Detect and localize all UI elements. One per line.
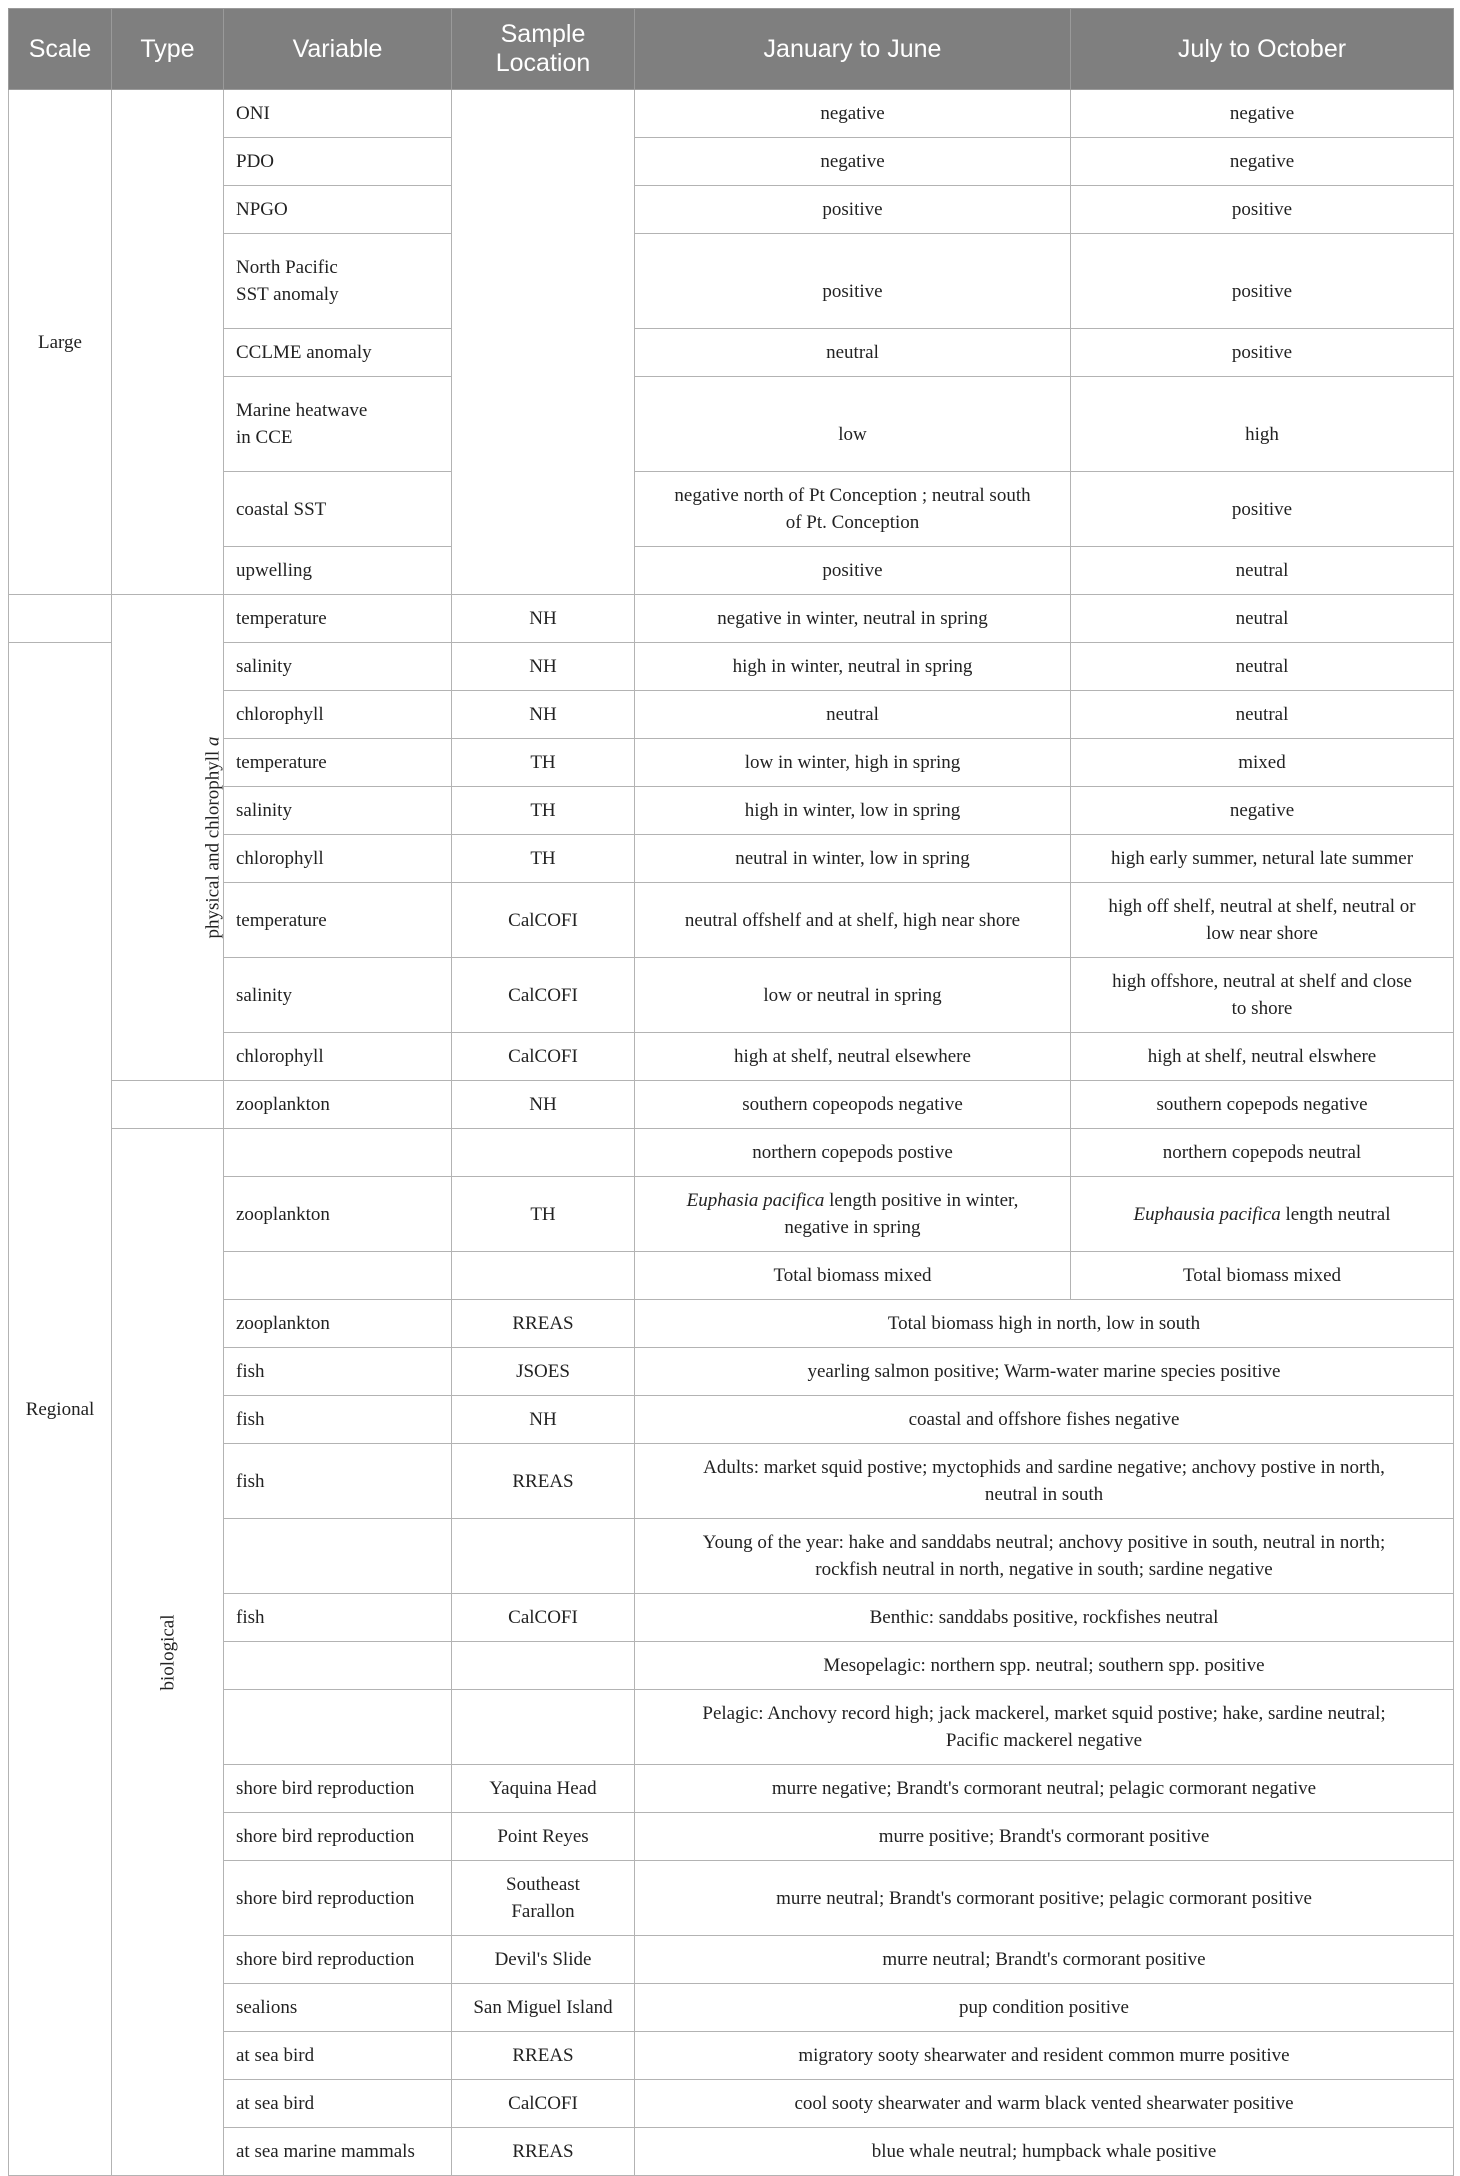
jul-oct-cell: high early summer, netural late summer xyxy=(1071,835,1454,883)
type-biological-label: biological xyxy=(156,1614,178,1690)
table-row xyxy=(9,1765,1454,1813)
jan-jun-cell: northern copepods postive xyxy=(635,1129,1071,1177)
table-row xyxy=(9,1690,1454,1765)
jan-jun-cell: high in winter, neutral in spring xyxy=(635,643,1071,691)
location-cell: RREAS xyxy=(452,2032,635,2080)
jan-jun-cell: neutral offshelf and at shelf, high near shore xyxy=(635,883,1071,958)
header-type: Type xyxy=(112,9,224,90)
combined-period-cell: pup condition positive xyxy=(635,1984,1454,2032)
location-cell: Point Reyes xyxy=(452,1813,635,1861)
location-cell xyxy=(452,1129,635,1177)
header-january-to-june: January to June xyxy=(635,9,1071,90)
type-physical-chlorophyll xyxy=(112,595,224,1081)
jul-oct-cell: positive xyxy=(1071,329,1454,377)
combined-line-1: Young of the year: hake and sanddabs neutral; anchovy positive in south, neutral in north; xyxy=(702,1532,1386,1553)
table-row xyxy=(9,1348,1454,1396)
jan-jun-line-1: negative north of Pt Conception ; neutral south xyxy=(674,485,1031,506)
table-row xyxy=(9,958,1454,1033)
jul-oct-cell: southern copepods negative xyxy=(1071,1081,1454,1129)
jul-oct-cell: negative xyxy=(1071,787,1454,835)
location-cell xyxy=(452,1642,635,1690)
combined-period-cell: murre negative; Brandt's cormorant neutral; pelagic cormorant negative xyxy=(635,1765,1454,1813)
combined-period-cell: cool sooty shearwater and warm black vented shearwater positive xyxy=(635,2080,1454,2128)
location-cell: Devil's Slide xyxy=(452,1936,635,1984)
table-row xyxy=(9,329,1454,377)
jul-oct-text: length neutral xyxy=(1280,1203,1391,1225)
table-row xyxy=(9,2128,1454,2176)
location-cell: RREAS xyxy=(452,1444,635,1519)
jan-jun-cell: neutral xyxy=(635,329,1071,377)
location-cell: RREAS xyxy=(452,1300,635,1348)
variable-cell: zooplankton xyxy=(224,1300,452,1348)
jan-jun-cell: negative in winter, neutral in spring xyxy=(635,595,1071,643)
table-row xyxy=(9,1861,1454,1936)
jan-jun-cell: low xyxy=(635,377,1071,472)
jul-oct-line-1: high offshore, neutral at shelf and close xyxy=(1112,971,1412,992)
variable-cell: chlorophyll xyxy=(224,835,452,883)
location-cell: TH xyxy=(452,835,635,883)
header-july-to-october: July to October xyxy=(1071,9,1454,90)
table-row xyxy=(9,2032,1454,2080)
jul-oct-line-1: high off shelf, neutral at shelf, neutral or xyxy=(1108,896,1416,917)
combined-period-cell: murre neutral; Brandt's cormorant positive xyxy=(635,1936,1454,1984)
variable-cell xyxy=(224,1690,452,1765)
location-cell xyxy=(452,1690,635,1765)
variable-cell: sealions xyxy=(224,1984,452,2032)
ocean-indicators-table xyxy=(8,8,1454,2176)
table-row xyxy=(9,1642,1454,1690)
location-cell: CalCOFI xyxy=(452,1594,635,1642)
variable-line-2: in CCE xyxy=(236,427,293,448)
header-sample-location: Sample Location xyxy=(452,9,635,90)
table-row xyxy=(9,1594,1454,1642)
combined-period-cell: migratory sooty shearwater and resident common murre positive xyxy=(635,2032,1454,2080)
location-cell xyxy=(452,1861,635,1936)
combined-period-cell: Mesopelagic: northern spp. neutral; southern spp. positive xyxy=(635,1642,1454,1690)
jul-oct-cell: high at shelf, neutral elswhere xyxy=(1071,1033,1454,1081)
location-cell: TH xyxy=(452,787,635,835)
location-cell xyxy=(452,1519,635,1594)
combined-period-cell: murre positive; Brandt's cormorant positive xyxy=(635,1813,1454,1861)
variable-cell: chlorophyll xyxy=(224,691,452,739)
location-cell: NH xyxy=(452,595,635,643)
jul-oct-cell xyxy=(1071,883,1454,958)
table-row xyxy=(9,1033,1454,1081)
jul-oct-cell: high xyxy=(1071,377,1454,472)
jul-oct-cell xyxy=(1071,1177,1454,1252)
variable-cell: shore bird reproduction xyxy=(224,1765,452,1813)
jul-oct-cell: neutral xyxy=(1071,547,1454,595)
variable-cell: temperature xyxy=(224,739,452,787)
header-scale: Scale xyxy=(9,9,112,90)
combined-period-cell: murre neutral; Brandt's cormorant positive; pelagic cormorant positive xyxy=(635,1861,1454,1936)
jul-oct-line-2: to shore xyxy=(1231,998,1293,1019)
jul-oct-cell: mixed xyxy=(1071,739,1454,787)
jul-oct-cell: positive xyxy=(1071,234,1454,329)
table-row xyxy=(9,377,1454,472)
variable-cell: chlorophyll xyxy=(224,1033,452,1081)
location-cell: CalCOFI xyxy=(452,2080,635,2128)
combined-period-cell xyxy=(635,1444,1454,1519)
location-cell: NH xyxy=(452,1396,635,1444)
combined-line-2: rockfish neutral in north, negative in south; sardine negative xyxy=(815,1559,1273,1580)
variable-cell: at sea bird xyxy=(224,2032,452,2080)
jul-oct-cell: neutral xyxy=(1071,595,1454,643)
jul-oct-cell: positive xyxy=(1071,472,1454,547)
jan-jun-cell: high in winter, low in spring xyxy=(635,787,1071,835)
type-biological xyxy=(112,1129,224,2176)
type-physical-label: physical and chlorophyll a xyxy=(202,736,224,939)
table-row xyxy=(9,2080,1454,2128)
variable-cell: fish xyxy=(224,1396,452,1444)
combined-line-1: Pelagic: Anchovy record high; jack mackerel, market squid postive; hake, sardine neutral; xyxy=(702,1703,1386,1724)
table-row xyxy=(9,90,1454,138)
variable-cell: shore bird reproduction xyxy=(224,1813,452,1861)
type-cell-empty xyxy=(112,1081,224,1129)
table-row xyxy=(9,186,1454,234)
combined-line-1: Adults: market squid postive; myctophids and sardine negative; anchovy postive in north, xyxy=(703,1457,1385,1478)
table-row xyxy=(9,1081,1454,1129)
variable-cell: salinity xyxy=(224,787,452,835)
table-row xyxy=(9,1984,1454,2032)
jan-jun-cell: positive xyxy=(635,547,1071,595)
variable-cell: salinity xyxy=(224,958,452,1033)
jul-oct-cell: positive xyxy=(1071,186,1454,234)
combined-period-cell: Benthic: sanddabs positive, rockfishes neutral xyxy=(635,1594,1454,1642)
table-row xyxy=(9,595,1454,643)
location-cell: TH xyxy=(452,739,635,787)
variable-cell: zooplankton xyxy=(224,1081,452,1129)
combined-line-2: neutral in south xyxy=(984,1484,1104,1505)
variable-cell: zooplankton xyxy=(224,1177,452,1252)
scale-large: Large xyxy=(9,90,112,595)
scale-regional: Regional xyxy=(9,643,112,2176)
variable-cell: salinity xyxy=(224,643,452,691)
table-row xyxy=(9,1252,1454,1300)
table-row xyxy=(9,1813,1454,1861)
variable-cell: temperature xyxy=(224,883,452,958)
variable-cell xyxy=(224,1129,452,1177)
table-row xyxy=(9,472,1454,547)
table-row xyxy=(9,643,1454,691)
jan-jun-cell: neutral in winter, low in spring xyxy=(635,835,1071,883)
variable-cell xyxy=(224,377,452,472)
location-cell xyxy=(452,1252,635,1300)
jul-oct-line-2: low near shore xyxy=(1206,923,1318,944)
table-row xyxy=(9,1129,1454,1177)
location-line-1: Southeast xyxy=(506,1874,580,1895)
jan-jun-line-2: of Pt. Conception xyxy=(785,512,920,533)
location-cell: JSOES xyxy=(452,1348,635,1396)
variable-cell: shore bird reproduction xyxy=(224,1861,452,1936)
table-row xyxy=(9,1936,1454,1984)
location-cell-empty xyxy=(452,90,635,595)
table-row xyxy=(9,1177,1454,1252)
jan-jun-cell: high at shelf, neutral elsewhere xyxy=(635,1033,1071,1081)
jan-jun-cell: negative xyxy=(635,138,1071,186)
variable-cell: coastal SST xyxy=(224,472,452,547)
table-row xyxy=(9,1444,1454,1519)
variable-line-2: SST anomaly xyxy=(236,284,339,305)
jan-jun-line-2: negative in spring xyxy=(784,1217,921,1238)
combined-period-cell: blue whale neutral; humpback whale positive xyxy=(635,2128,1454,2176)
jul-oct-cell xyxy=(1071,958,1454,1033)
jan-jun-cell: neutral xyxy=(635,691,1071,739)
jan-jun-cell xyxy=(635,472,1071,547)
jul-oct-cell: northern copepods neutral xyxy=(1071,1129,1454,1177)
variable-cell: temperature xyxy=(224,595,452,643)
combined-period-cell xyxy=(635,1690,1454,1765)
variable-cell: at sea bird xyxy=(224,2080,452,2128)
location-cell: NH xyxy=(452,691,635,739)
jan-jun-cell xyxy=(635,1177,1071,1252)
variable-cell xyxy=(224,1642,452,1690)
table-row xyxy=(9,138,1454,186)
variable-cell: at sea marine mammals xyxy=(224,2128,452,2176)
table-row xyxy=(9,691,1454,739)
combined-period-cell: Total biomass high in north, low in south xyxy=(635,1300,1454,1348)
table-row xyxy=(9,234,1454,329)
jan-jun-cell: negative xyxy=(635,90,1071,138)
table-row xyxy=(9,1519,1454,1594)
table-row xyxy=(9,1396,1454,1444)
data-table-container xyxy=(8,8,1453,2176)
table-row xyxy=(9,547,1454,595)
jan-jun-cell: low in winter, high in spring xyxy=(635,739,1071,787)
combined-period-cell: coastal and offshore fishes negative xyxy=(635,1396,1454,1444)
variable-cell: shore bird reproduction xyxy=(224,1936,452,1984)
variable-cell xyxy=(224,234,452,329)
type-cell-empty xyxy=(112,90,224,595)
scale-cell-empty xyxy=(9,595,112,643)
species-name: Euphasia pacifica xyxy=(686,1190,825,1211)
variable-cell: CCLME anomaly xyxy=(224,329,452,377)
location-line-2: Farallon xyxy=(511,1901,575,1922)
variable-line-1: Marine heatwave xyxy=(236,400,368,421)
location-cell: Yaquina Head xyxy=(452,1765,635,1813)
location-cell: CalCOFI xyxy=(452,883,635,958)
location-cell: CalCOFI xyxy=(452,958,635,1033)
variable-cell: NPGO xyxy=(224,186,452,234)
location-cell: CalCOFI xyxy=(452,1033,635,1081)
location-cell: NH xyxy=(452,1081,635,1129)
jan-jun-cell: low or neutral in spring xyxy=(635,958,1071,1033)
variable-cell: PDO xyxy=(224,138,452,186)
variable-cell: fish xyxy=(224,1444,452,1519)
jan-jun-cell: positive xyxy=(635,234,1071,329)
variable-cell: ONI xyxy=(224,90,452,138)
jul-oct-cell: negative xyxy=(1071,90,1454,138)
variable-cell xyxy=(224,1252,452,1300)
combined-period-cell: yearling salmon positive; Warm-water marine species positive xyxy=(635,1348,1454,1396)
jul-oct-cell: neutral xyxy=(1071,643,1454,691)
species-name: Euphausia pacifica xyxy=(1133,1203,1281,1225)
location-cell: TH xyxy=(452,1177,635,1252)
variable-cell: upwelling xyxy=(224,547,452,595)
location-cell: NH xyxy=(452,643,635,691)
jan-jun-line-1: length positive in winter, xyxy=(824,1190,1019,1211)
jul-oct-cell: neutral xyxy=(1071,691,1454,739)
combined-line-2: Pacific mackerel negative xyxy=(945,1730,1143,1751)
variable-cell: fish xyxy=(224,1594,452,1642)
variable-cell: fish xyxy=(224,1348,452,1396)
location-cell: RREAS xyxy=(452,2128,635,2176)
jan-jun-cell: Total biomass mixed xyxy=(635,1252,1071,1300)
jul-oct-cell: Total biomass mixed xyxy=(1071,1252,1454,1300)
variable-cell xyxy=(224,1519,452,1594)
header-variable: Variable xyxy=(224,9,452,90)
combined-period-cell xyxy=(635,1519,1454,1594)
header-row xyxy=(9,9,1454,90)
variable-line-1: North Pacific xyxy=(236,257,338,278)
table-row xyxy=(9,1300,1454,1348)
jan-jun-cell: southern copeopods negative xyxy=(635,1081,1071,1129)
location-cell: San Miguel Island xyxy=(452,1984,635,2032)
jul-oct-cell: negative xyxy=(1071,138,1454,186)
jan-jun-cell: positive xyxy=(635,186,1071,234)
